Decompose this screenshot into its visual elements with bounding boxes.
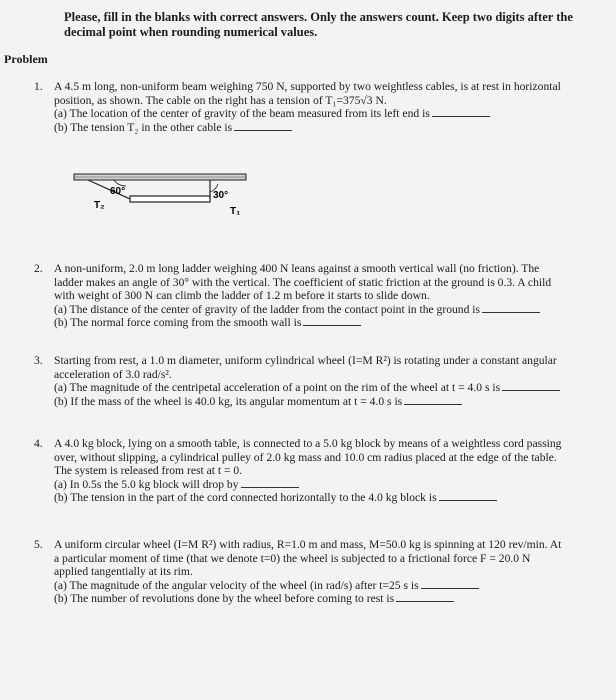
question-b: (b) The number of revolutions done by the wheel before coming to rest is: [54, 592, 395, 606]
problem-text-line: A non-uniform, 2.0 m long ladder weighing 400 N leans against a smooth vertical wall (no friction). The: [54, 262, 540, 275]
instructions-header: Please, fill in the blanks with correct answers. Only the answers count. Keep two digits after the decimal point when rounding numerical values.: [64, 10, 573, 39]
question-b: (b) The tension in the part of the cord connected horizontally to the 4.0 kg block is: [54, 491, 437, 505]
problem-text-line: acceleration of 3.0 rad/s².: [54, 367, 172, 381]
problem-3: [34, 354, 594, 408]
question-a: (a) The location of the center of gravity of the beam measured from its left end is: [54, 107, 430, 121]
beam: [130, 196, 210, 202]
problem-text-line: over, without slipping, a cylindrical pulley of 2.0 kg mass and 10.0 cm radius placed at the edge of the table.: [54, 450, 557, 464]
question-a: (a) In 0.5s the 5.0 kg block will drop by: [54, 477, 239, 491]
problem-number: 2.: [34, 262, 43, 275]
answer-blank-4b[interactable]: [439, 491, 497, 501]
question-b: (b) If the mass of the wheel is 40.0 kg, its angular momentum at t = 4.0 s is: [54, 394, 403, 408]
problem-text-line: a particular moment of time (that we denote t=0) the wheel is subjected to a frictional force F = 20.0 N: [54, 551, 531, 565]
question-b: (b) The normal force coming from the smooth wall is: [54, 316, 302, 330]
beam-diagram: [70, 172, 250, 232]
problem-5: [34, 538, 594, 606]
t1-label: T₁: [230, 206, 241, 217]
left-angle-label: 60°: [110, 186, 126, 197]
problem-number: 1.: [34, 80, 43, 93]
question-a: (a) The magnitude of the centripetal acceleration of a point on the rim of the wheel at t = 4.0 s is: [54, 381, 501, 395]
answer-blank-2a[interactable]: [482, 303, 540, 313]
question-b: (b) The tension T₂ in the other cable is: [54, 120, 233, 134]
section-label: Problem: [4, 52, 48, 66]
problem-text-line: A uniform circular wheel (I=M R²) with radius, R=1.0 m and mass, M=50.0 kg is spinning at 120 rev/min. At: [54, 538, 562, 551]
problem-4: [34, 437, 594, 505]
question-a: (a) The magnitude of the angular velocity of the wheel (in rad/s) after t=25 s is: [54, 578, 419, 592]
problem-text-line: with weight of 300 N can climb the ladder of 1.2 m before it starts to slide down.: [54, 289, 430, 303]
problem-text-line: ladder makes an angle of 30° with the vertical. The coefficient of static friction at the ground is 0.3. A child: [54, 275, 552, 289]
problem-text-line: applied tangentially at its rim.: [54, 565, 193, 579]
answer-blank-5b[interactable]: [396, 592, 454, 602]
problem-number: 3.: [34, 354, 43, 367]
answer-blank-1a[interactable]: [432, 107, 490, 117]
answer-blank-1b[interactable]: [234, 121, 292, 131]
right-angle-label: 30°: [213, 190, 229, 201]
problem-text-line: position, as shown. The cable on the right has a tension of T₁=375√3 N.: [54, 93, 387, 107]
problem-number: 5.: [34, 538, 43, 551]
answer-blank-3b[interactable]: [404, 395, 462, 405]
problem-number: 4.: [34, 437, 43, 450]
answer-blank-3a[interactable]: [502, 381, 560, 391]
question-a: (a) The distance of the center of gravity of the ladder from the contact point in the ground is: [54, 302, 481, 316]
problem-text-line: A 4.5 m long, non-uniform beam weighing 750 N, supported by two weightless cables, is at rest in horizontal: [54, 80, 561, 93]
problem-1: [34, 80, 594, 134]
answer-blank-2b[interactable]: [303, 316, 361, 326]
problem-text-line: A 4.0 kg block, lying on a smooth table, is connected to a 5.0 kg block by means of a weightless cord passing: [54, 437, 562, 450]
answer-blank-4a[interactable]: [241, 478, 299, 488]
t2-label: T₂: [94, 200, 105, 211]
problem-text-line: The system is released from rest at t = 0.: [54, 464, 243, 478]
problem-text-line: Starting from rest, a 1.0 m diameter, uniform cylindrical wheel (I=M R²) is rotating under a constant angular: [54, 354, 557, 367]
problem-2: [34, 262, 594, 330]
answer-blank-5a[interactable]: [421, 579, 479, 589]
